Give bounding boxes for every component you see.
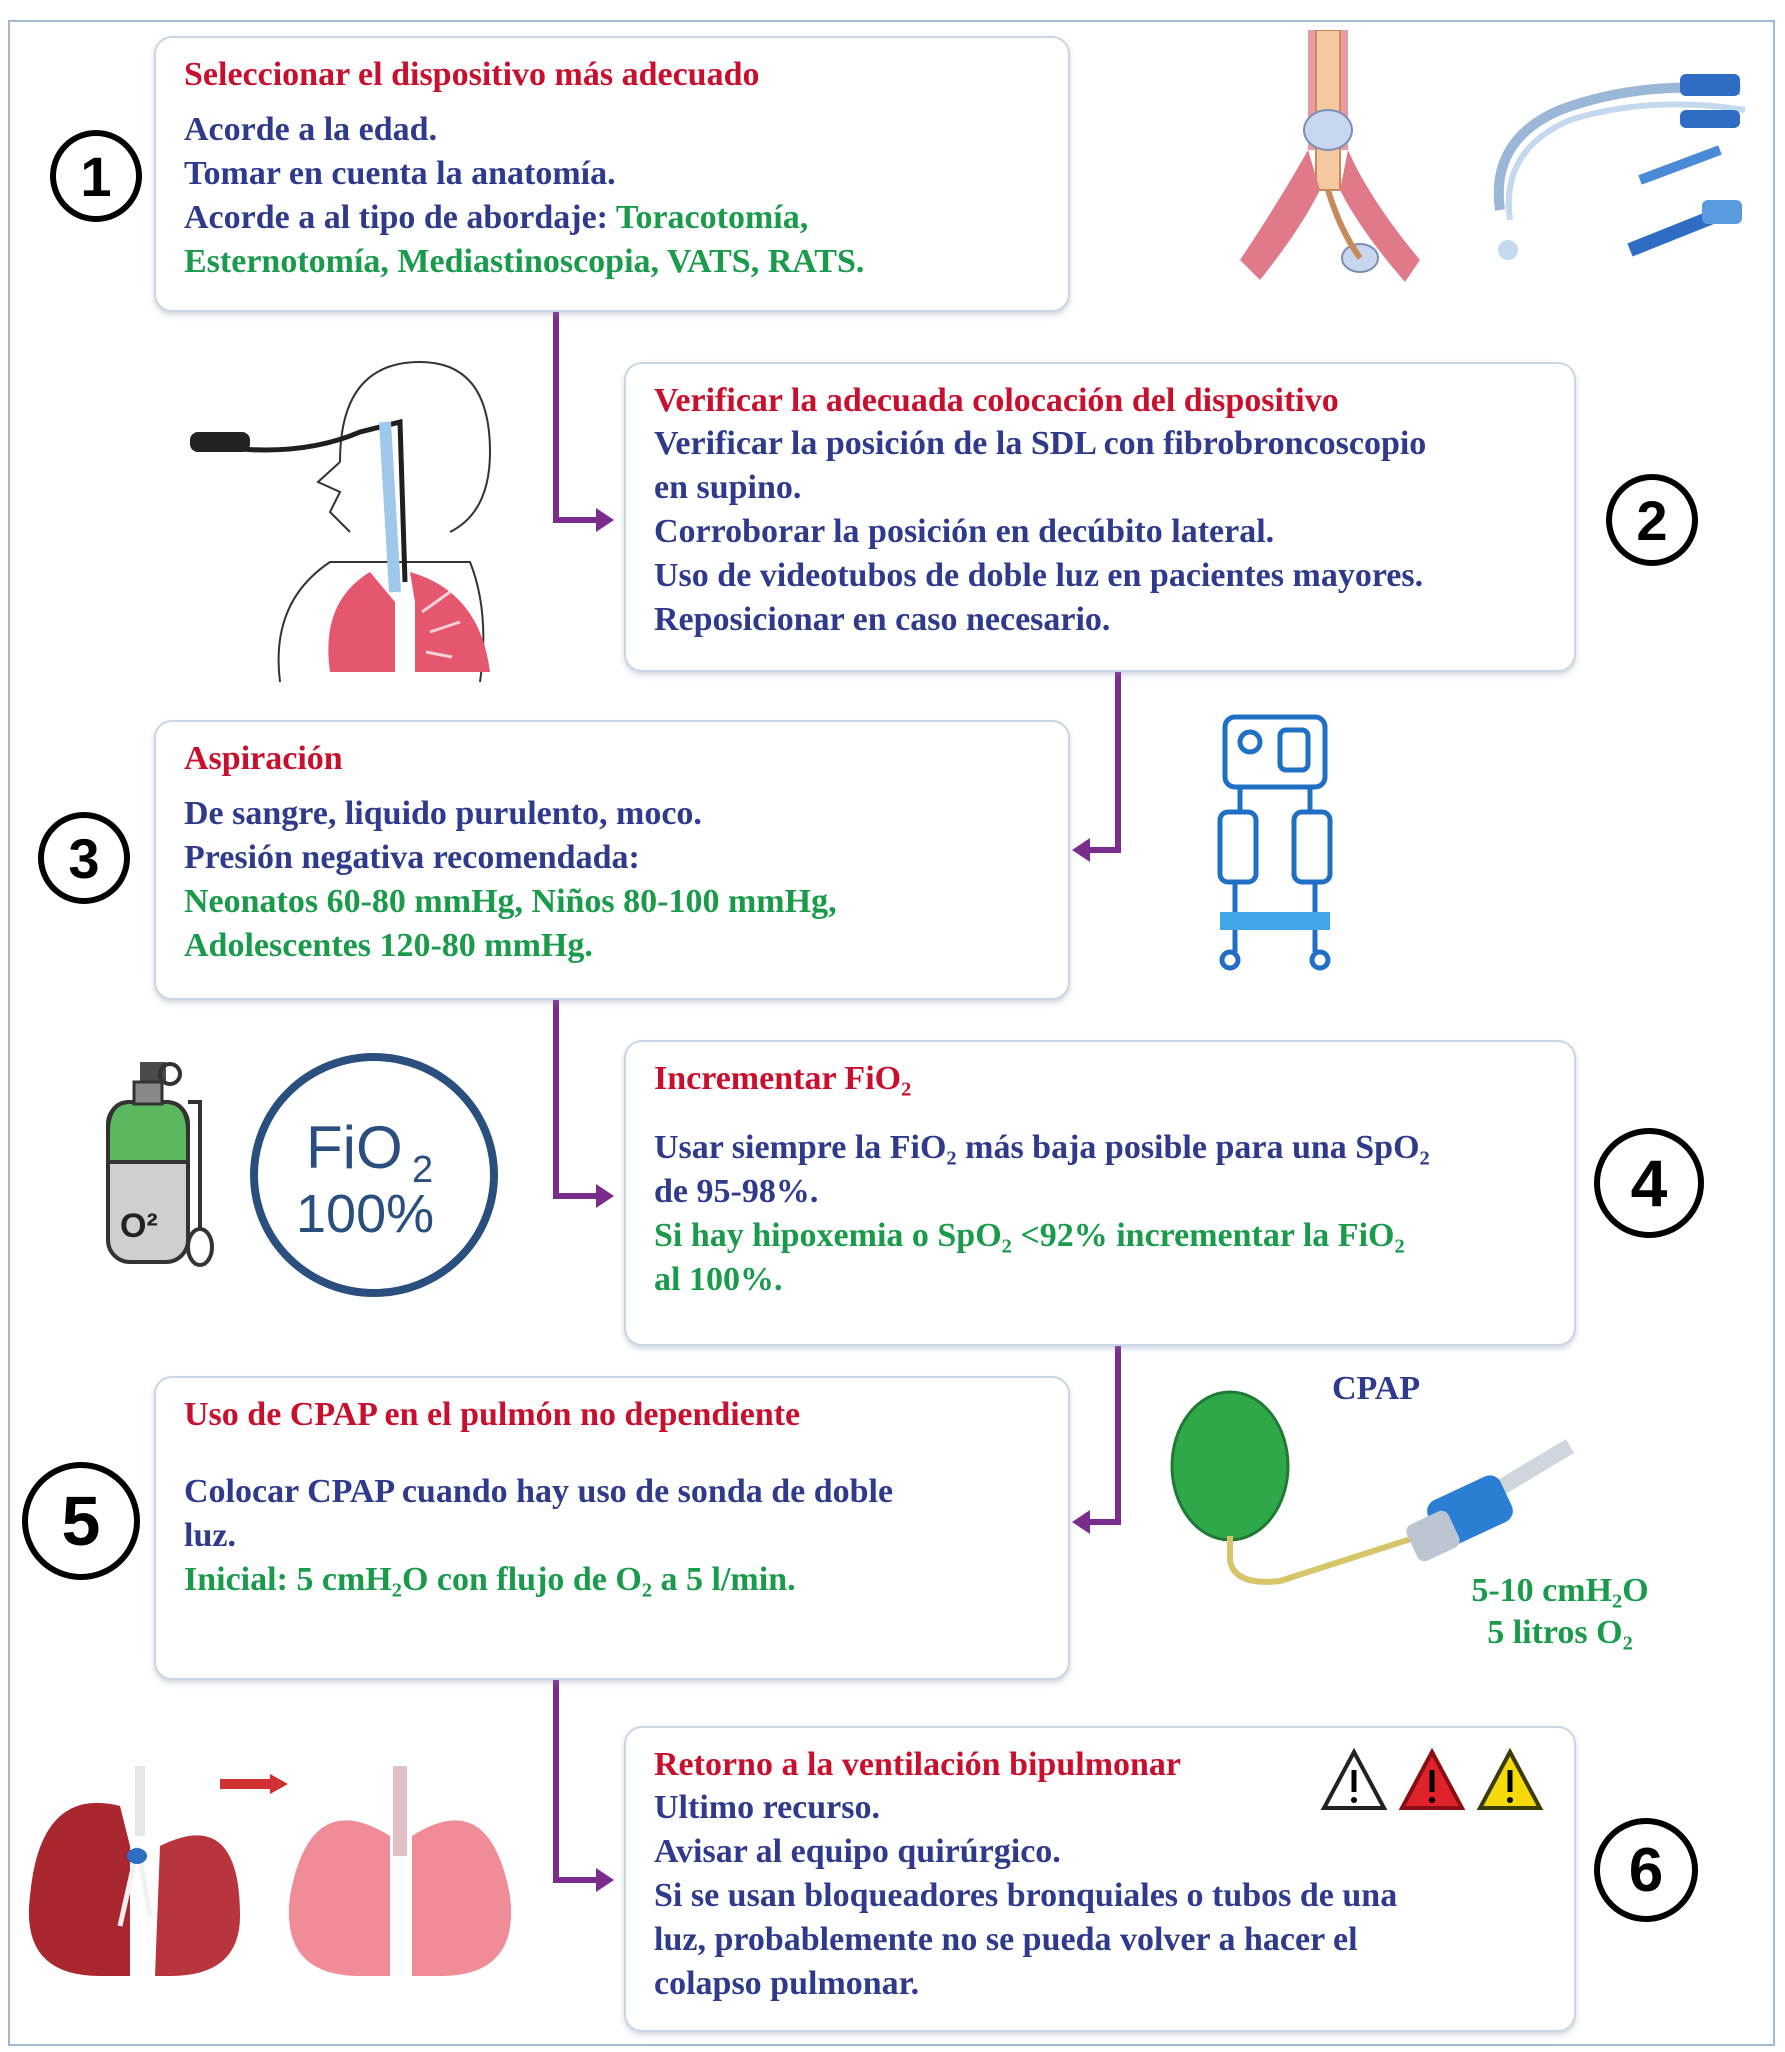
step-3-line-2: Presión negativa recomendada: <box>184 839 640 876</box>
bronchial-tree-icon <box>1220 30 1440 320</box>
oxygen-tank-icon <box>100 1062 220 1272</box>
arrow-2-to-3 <box>1090 672 1118 850</box>
step-1-title: Seleccionar el dispositivo más adecuado <box>184 56 760 93</box>
cpap-label: CPAP <box>1332 1370 1421 1407</box>
step-4-title: Incrementar FiO₂ <box>654 1060 912 1097</box>
step-4-box <box>624 1040 1576 1346</box>
cpap-flow: 5 litros O₂ <box>1487 1614 1633 1651</box>
cpap-values <box>1440 1570 1680 1654</box>
oxygen-tank-label: O² <box>120 1207 158 1245</box>
step-2-line-5: Reposicionar en caso necesario. <box>654 601 1111 638</box>
arrow-3-to-4 <box>556 1000 600 1196</box>
step-6-line-2: Avisar al equipo quirúrgico. <box>654 1833 1061 1870</box>
fio2-label: FiO <box>306 1114 403 1181</box>
lungs-comparison-icon <box>20 1746 540 1986</box>
step-2-line-4: Uso de videotubos de doble luz en pacientes mayores. <box>654 557 1424 594</box>
step-1-line-3-extra: Toracotomía, <box>615 199 809 236</box>
arrow-5-to-6 <box>556 1680 600 1880</box>
step-6-line-3: Si se usan bloqueadores bronquiales o tubos de una <box>654 1877 1398 1914</box>
step-2-line-2: en supino. <box>654 469 802 506</box>
step-1-box <box>154 36 1070 312</box>
step-5-line-2: luz. <box>184 1517 236 1554</box>
step-3-line-4: Adolescentes 120-80 mmHg. <box>184 927 593 964</box>
step-5-title: Uso de CPAP en el pulmón no dependiente <box>184 1396 801 1433</box>
step-1-line-1: Acorde a la edad. <box>184 111 438 148</box>
step-2-box <box>624 362 1576 672</box>
step-6-line-5: colapso pulmonar. <box>654 1965 920 2002</box>
arrow-4-to-5 <box>1090 1346 1118 1522</box>
step-2-number: 2 <box>1606 474 1698 566</box>
step-3-line-3: Neonatos 60-80 mmHg, Niños 80-100 mmHg, <box>184 883 837 920</box>
step-5-line-1: Colocar CPAP cuando hay uso de sonda de doble <box>184 1473 894 1510</box>
step-3-line-1: De sangre, liquido purulento, moco. <box>184 795 702 832</box>
fio2-value: 100% <box>296 1184 435 1244</box>
step-3-box <box>154 720 1070 1000</box>
step-5-line-3: Inicial: 5 cmH₂O con flujo de O₂ a 5 l/min. <box>184 1561 796 1598</box>
step-4-line-3: Si hay hipoxemia o SpO₂ <92% incrementar la FiO₂ <box>654 1217 1405 1254</box>
suction-machine-icon <box>1210 712 1340 972</box>
fio2-badge <box>244 1050 504 1300</box>
step-3-title: Aspiración <box>184 740 343 777</box>
step-6-title: Retorno a la ventilación bipulmonar <box>654 1746 1182 1783</box>
step-1-line-4: Esternotomía, Mediastinoscopia, VATS, RATS. <box>184 243 865 280</box>
step-4-line-1: Usar siempre la FiO₂ más baja posible para una SpO₂ <box>654 1129 1430 1166</box>
step-5-number: 5 <box>22 1462 140 1580</box>
intubated-head-icon <box>190 342 510 682</box>
double-lumen-tube-icon <box>1480 50 1760 280</box>
step-2-line-3: Corroborar la posición en decúbito lateral. <box>654 513 1275 550</box>
step-6-line-4: luz, probablemente no se pueda volver a hacer el <box>654 1921 1358 1958</box>
step-1-line-3: Acorde a al tipo de abordaje: <box>184 199 616 236</box>
step-3-number: 3 <box>38 812 130 904</box>
step-1-number: 1 <box>50 130 142 222</box>
step-5-box <box>154 1376 1070 1680</box>
step-2-title: Verificar la adecuada colocación del dispositivo <box>654 382 1339 419</box>
step-1-line-2: Tomar en cuenta la anatomía. <box>184 155 616 192</box>
step-6-number: 6 <box>1594 1818 1698 1922</box>
step-4-line-2: de 95-98%. <box>654 1173 819 1210</box>
step-4-line-4: al 100%. <box>654 1261 783 1298</box>
fio2-sub: 2 <box>412 1149 434 1191</box>
cpap-pressure: 5-10 cmH₂O <box>1471 1572 1649 1609</box>
step-2-line-1: Verificar la posición de la SDL con fibrobroncoscopio <box>654 425 1427 462</box>
step-4-number: 4 <box>1594 1128 1704 1238</box>
arrow-1-to-2 <box>556 312 600 520</box>
warning-triangles-icon <box>1320 1746 1546 1816</box>
step-6-line-1: Ultimo recurso. <box>654 1789 880 1826</box>
